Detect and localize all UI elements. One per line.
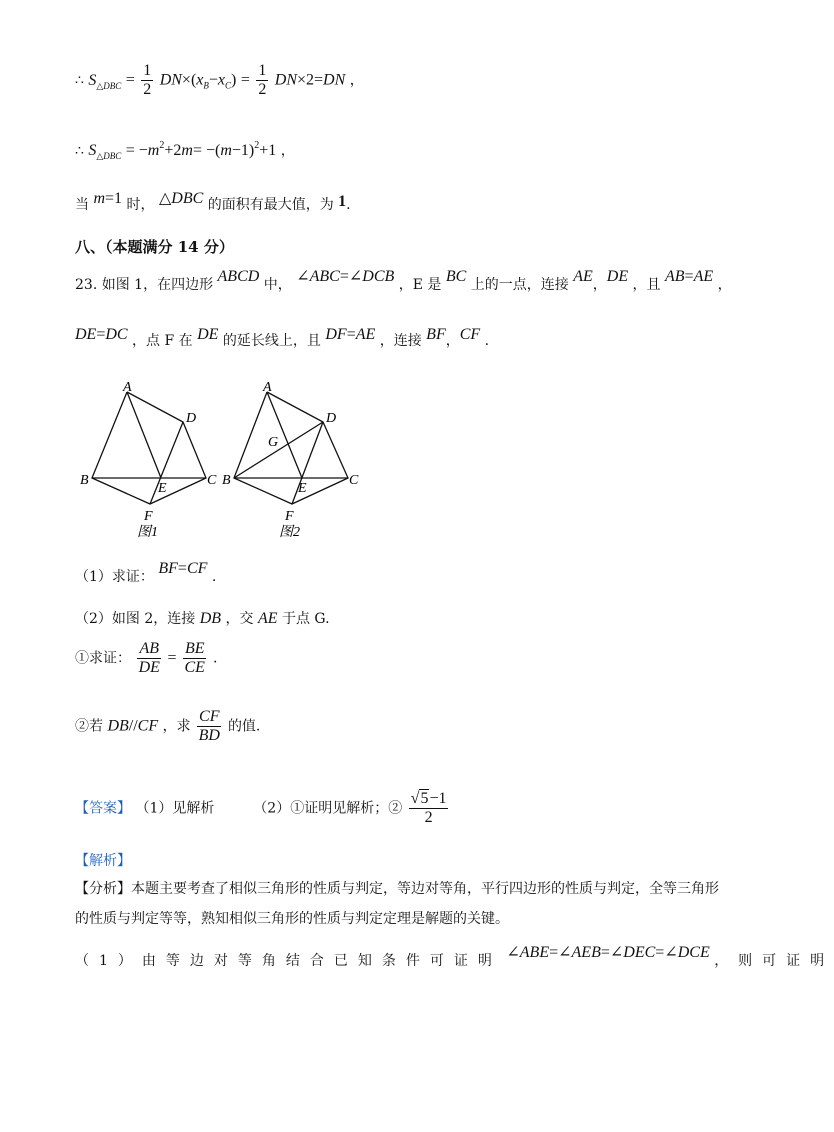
question-1: （1）求证： BF=CF . bbox=[75, 560, 217, 585]
label-a: A bbox=[263, 380, 272, 395]
fraction-half: $\frac{1}{2}$ bbox=[143, 62, 152, 98]
formula-line-area-dn: ∴ $S_{\triangle DBC}$ = $\frac{1}{2}$ $DN\times(x_B-x_C)$ = $\frac{1}{2}$ DN×2=DN ， bbox=[75, 62, 364, 98]
label-f: F bbox=[144, 509, 153, 524]
problem-statement-line-1: 23. 如图 1，在四边形 ABCD 中， ∠ABC=∠DCB ，E 是 BC 上的一点，连接 AE，DE ，且 AB=AE ， bbox=[75, 268, 732, 293]
figure-1-caption: 图1 bbox=[137, 525, 158, 540]
figure-2-diagram bbox=[222, 378, 362, 543]
analysis-intro-line-1: 【分析】本题主要考查了相似三角形的性质与判定，等边对等角，平行四边形的性质与判定，全等三角形 bbox=[75, 881, 719, 897]
figure-2-caption: 图2 bbox=[279, 525, 300, 540]
question-2: （2）如图 2，连接 DB ，交 AE 于点 G. bbox=[75, 610, 330, 627]
conclusion-line: 当 m=1 时， △DBC 的面积有最大值，为 1. bbox=[75, 190, 351, 213]
label-d: D bbox=[326, 411, 337, 426]
figure-1-diagram bbox=[80, 378, 220, 543]
analysis-step-1: （1）由等边对等角结合已知条件可证明 ∠ABE=∠AEB=∠DEC=∠DCE ，则可证明 bbox=[75, 944, 834, 969]
section-heading: 八、（本题满分 14 分） bbox=[75, 238, 234, 256]
analysis-tag: 【解析】 bbox=[75, 853, 131, 869]
analysis-intro-line-2: 的性质与判定等等，熟知相似三角形的性质与判定定理是解题的关键。 bbox=[75, 911, 509, 927]
label-e: E bbox=[158, 481, 167, 496]
math-area-symbol: $S_{\triangle DBC}$ bbox=[88, 71, 122, 91]
label-f: F bbox=[285, 509, 294, 524]
fraction-half: $\frac{1}{2}$ bbox=[258, 62, 267, 98]
label-b: B bbox=[222, 473, 231, 488]
answer-tag: 【答案】 bbox=[75, 800, 131, 817]
therefore-symbol: ∴ bbox=[75, 72, 84, 89]
label-b: B bbox=[80, 473, 89, 488]
label-c: C bbox=[207, 473, 217, 488]
label-g: G bbox=[268, 435, 279, 450]
problem-statement-line-2: DE=DC ，点 F 在 DE 的延长线上，且 DF=AE ，连接 BF，CF . bbox=[75, 326, 490, 349]
answer-line: 【答案】 （1）见解析 （2）①证明见解析；② $\frac{√5-1}{2}$ bbox=[75, 790, 447, 826]
question-2-part-1: ①求证： $\frac{AB}{DE}$ = $\frac{BE}{CE}$ . bbox=[75, 640, 218, 676]
label-a: A bbox=[123, 380, 132, 395]
therefore-symbol: ∴ bbox=[75, 143, 84, 159]
label-c: C bbox=[349, 473, 359, 488]
analysis-tag-line bbox=[75, 850, 131, 870]
label-d: D bbox=[186, 411, 197, 426]
label-e: E bbox=[298, 481, 307, 496]
formula-line-area-quadratic: ∴ $S_{\triangle DBC} = -m^2+2m= -(m-1)^2+1$ ， bbox=[75, 140, 295, 161]
question-2-part-2: ②若 DB//CF ，求 $\frac{CF}{BD}$ 的值. bbox=[75, 708, 261, 744]
figure-1 bbox=[80, 378, 220, 547]
figure-2 bbox=[222, 378, 362, 547]
